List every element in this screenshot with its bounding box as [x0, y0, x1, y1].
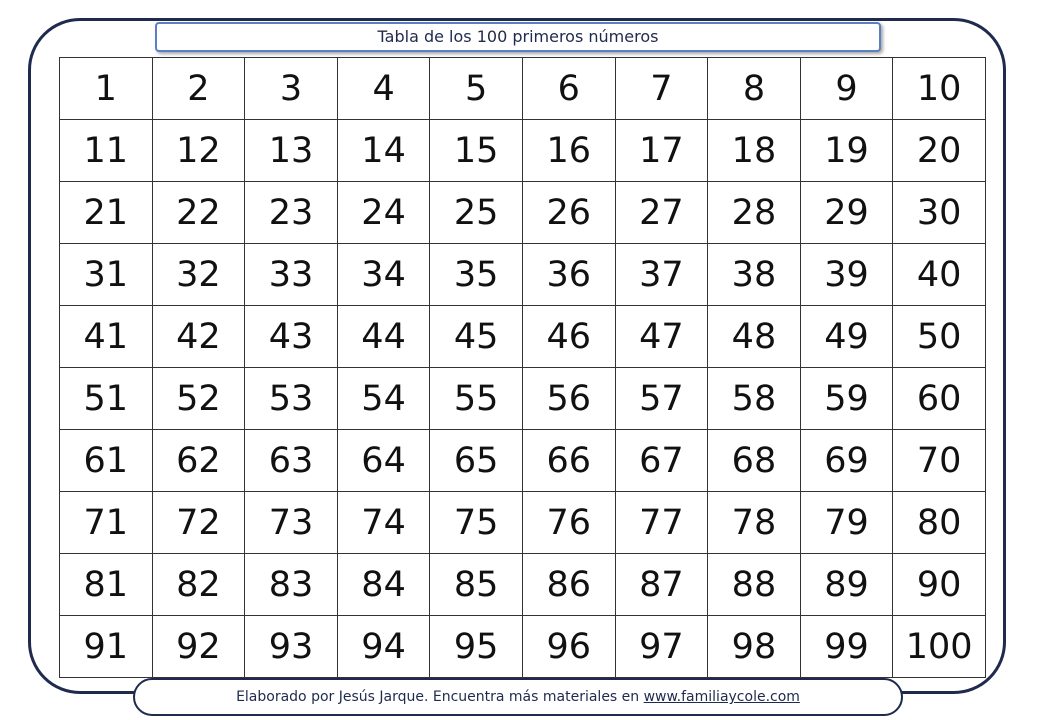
number-cell: 1: [60, 58, 153, 120]
number-cell: 18: [708, 120, 801, 182]
number-cell: 21: [60, 182, 153, 244]
number-cell: 19: [800, 120, 893, 182]
table-row: [60, 430, 986, 492]
number-cell: 43: [245, 306, 338, 368]
table-row: [60, 120, 986, 182]
number-cell: 26: [522, 182, 615, 244]
number-cell: 14: [337, 120, 430, 182]
number-cell: 31: [60, 244, 153, 306]
number-cell: 92: [152, 616, 245, 678]
number-cell: 61: [60, 430, 153, 492]
number-cell: 20: [893, 120, 986, 182]
number-cell: 41: [60, 306, 153, 368]
number-cell: 90: [893, 554, 986, 616]
number-cell: 84: [337, 554, 430, 616]
number-cell: 34: [337, 244, 430, 306]
number-cell: 80: [893, 492, 986, 554]
number-cell: 93: [245, 616, 338, 678]
number-cell: 74: [337, 492, 430, 554]
number-cell: 81: [60, 554, 153, 616]
number-cell: 17: [615, 120, 708, 182]
number-cell: 86: [522, 554, 615, 616]
number-cell: 69: [800, 430, 893, 492]
number-cell: 58: [708, 368, 801, 430]
number-cell: 3: [245, 58, 338, 120]
number-cell: 77: [615, 492, 708, 554]
number-cell: 12: [152, 120, 245, 182]
number-cell: 87: [615, 554, 708, 616]
number-cell: 99: [800, 616, 893, 678]
footer-text: Elaborado por Jesús Jarque. Encuentra más materiales en: [236, 689, 644, 705]
number-cell: 98: [708, 616, 801, 678]
number-cell: 44: [337, 306, 430, 368]
number-cell: 55: [430, 368, 523, 430]
numbers-table: [59, 57, 986, 678]
number-cell: 10: [893, 58, 986, 120]
number-cell: 56: [522, 368, 615, 430]
number-cell: 78: [708, 492, 801, 554]
number-cell: 75: [430, 492, 523, 554]
footer-link[interactable]: www.familiaycole.com: [643, 689, 800, 705]
number-cell: 79: [800, 492, 893, 554]
table-row: [60, 492, 986, 554]
number-cell: 47: [615, 306, 708, 368]
number-cell: 54: [337, 368, 430, 430]
number-cell: 22: [152, 182, 245, 244]
number-cell: 97: [615, 616, 708, 678]
number-cell: 2: [152, 58, 245, 120]
number-cell: 39: [800, 244, 893, 306]
number-cell: 52: [152, 368, 245, 430]
table-row: [60, 554, 986, 616]
number-cell: 67: [615, 430, 708, 492]
number-cell: 42: [152, 306, 245, 368]
number-cell: 100: [893, 616, 986, 678]
table-row: [60, 182, 986, 244]
number-cell: 38: [708, 244, 801, 306]
number-cell: 96: [522, 616, 615, 678]
number-cell: 50: [893, 306, 986, 368]
number-cell: 89: [800, 554, 893, 616]
table-row: [60, 616, 986, 678]
number-cell: 8: [708, 58, 801, 120]
number-cell: 83: [245, 554, 338, 616]
table-row: [60, 58, 986, 120]
number-cell: 68: [708, 430, 801, 492]
number-cell: 28: [708, 182, 801, 244]
number-cell: 11: [60, 120, 153, 182]
number-cell: 62: [152, 430, 245, 492]
number-cell: 76: [522, 492, 615, 554]
number-cell: 95: [430, 616, 523, 678]
number-cell: 85: [430, 554, 523, 616]
table-row: [60, 306, 986, 368]
number-cell: 91: [60, 616, 153, 678]
number-cell: 5: [430, 58, 523, 120]
footer: [133, 678, 903, 716]
number-cell: 51: [60, 368, 153, 430]
number-cell: 64: [337, 430, 430, 492]
table-row: [60, 244, 986, 306]
number-cell: 27: [615, 182, 708, 244]
number-cell: 66: [522, 430, 615, 492]
number-cell: 7: [615, 58, 708, 120]
number-cell: 49: [800, 306, 893, 368]
number-cell: 33: [245, 244, 338, 306]
number-cell: 25: [430, 182, 523, 244]
number-cell: 37: [615, 244, 708, 306]
number-cell: 24: [337, 182, 430, 244]
number-cell: 63: [245, 430, 338, 492]
number-cell: 65: [430, 430, 523, 492]
number-cell: 45: [430, 306, 523, 368]
number-cell: 71: [60, 492, 153, 554]
number-cell: 29: [800, 182, 893, 244]
number-cell: 57: [615, 368, 708, 430]
page-title: Tabla de los 100 primeros números: [155, 22, 881, 52]
numbers-table-body: [60, 58, 986, 678]
number-cell: 30: [893, 182, 986, 244]
number-cell: 82: [152, 554, 245, 616]
number-cell: 36: [522, 244, 615, 306]
number-cell: 70: [893, 430, 986, 492]
number-cell: 73: [245, 492, 338, 554]
number-cell: 6: [522, 58, 615, 120]
number-cell: 46: [522, 306, 615, 368]
number-cell: 35: [430, 244, 523, 306]
number-cell: 13: [245, 120, 338, 182]
number-cell: 48: [708, 306, 801, 368]
number-cell: 16: [522, 120, 615, 182]
number-cell: 15: [430, 120, 523, 182]
number-cell: 94: [337, 616, 430, 678]
number-cell: 23: [245, 182, 338, 244]
number-cell: 40: [893, 244, 986, 306]
number-cell: 9: [800, 58, 893, 120]
number-cell: 88: [708, 554, 801, 616]
number-cell: 72: [152, 492, 245, 554]
table-row: [60, 368, 986, 430]
number-cell: 60: [893, 368, 986, 430]
number-cell: 32: [152, 244, 245, 306]
number-cell: 53: [245, 368, 338, 430]
number-cell: 4: [337, 58, 430, 120]
number-cell: 59: [800, 368, 893, 430]
